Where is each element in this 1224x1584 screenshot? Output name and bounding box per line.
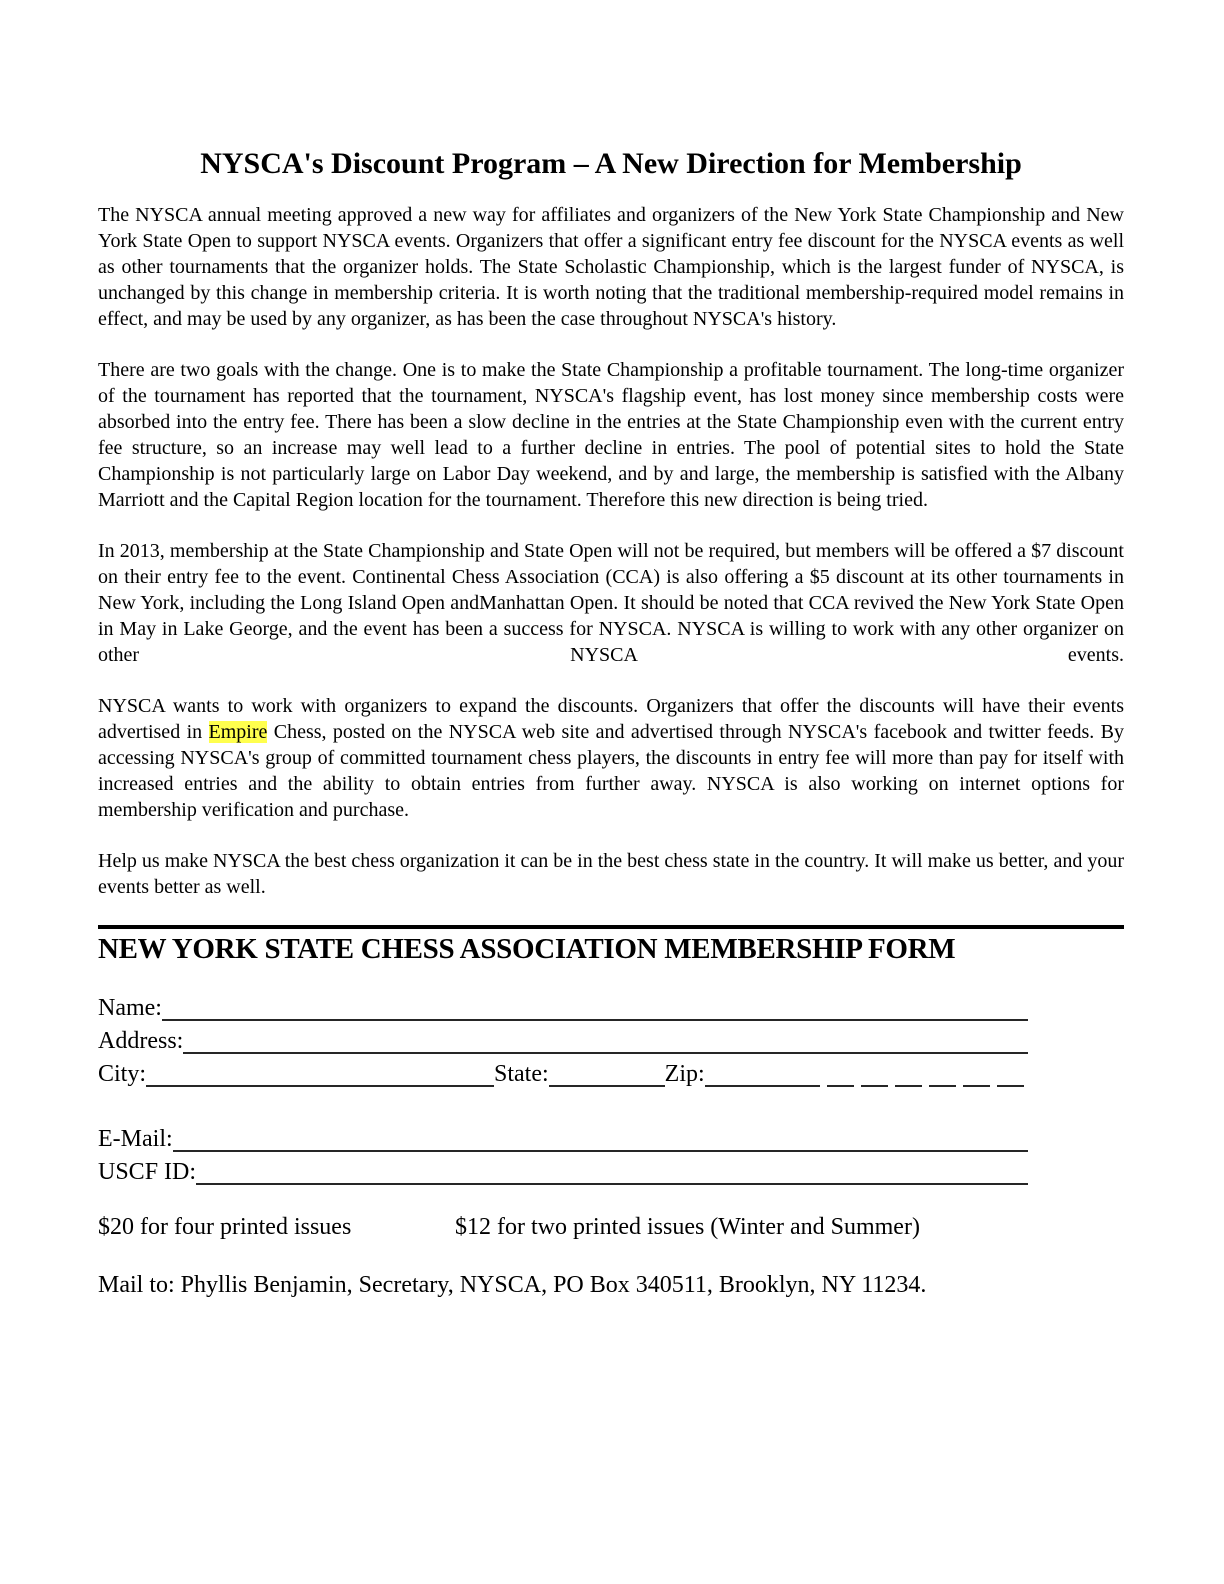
paragraph-2: There are two goals with the change. One is to make the State Championship a profitable tournament. The long-time organizer of the tournament has reported that the tournament, NYSCA's flagship event, has lost money since membership costs were absorbed into the entry fee. There has been a slow decline in the entries at the State Championship even with the current entry fee structure, so an increase may well lead to a further decline in entries. The pool of potential sites to hold the State Championship is not particularly large on Labor Day weekend, and by and large, the membership is satisfied with the Albany Marriott and the Capital Region location for the tournament. Therefore this new direction is being tried. <box>98 359 1124 511</box>
membership-form-heading: NEW YORK STATE CHESS ASSOCIATION MEMBERSHIP FORM <box>98 933 956 965</box>
zip-blank-line-dashed <box>793 1058 1028 1087</box>
city-state-zip-row <box>98 1058 1028 1091</box>
mail-to-instruction: Mail to: Phyllis Benjamin, Secretary, NYSCA, PO Box 340511, Brooklyn, NY 11234. <box>98 1272 927 1299</box>
email-blank-line <box>173 1123 1028 1152</box>
email-label: E-Mail: <box>98 1126 173 1153</box>
name-label: Name: <box>98 995 162 1022</box>
uscf-id-blank-line <box>196 1156 1028 1185</box>
paragraph-4-text-before: NYSCA wants to work with organizers to expand the discounts. Organizers that offer the discounts will have their events advertised in <box>98 695 1124 743</box>
zip-blank-line-solid <box>705 1058 793 1087</box>
form-spacer <box>98 1091 1028 1123</box>
email-field-row <box>98 1123 1028 1156</box>
paragraph-4 <box>98 693 1124 823</box>
city-label: City: <box>98 1061 147 1088</box>
paragraph-3: In 2013, membership at the State Championship and State Open will not be required, but members will be offered a $7 discount on their entry fee to the event. Continental Chess Association (CCA) is also offering a $5 discount at its other tournaments in New York, including the Long Island Open andManhattan Open. It should be noted that CCA revived the New York State Open in May in Lake George, and the event has been a success for NYSCA. NYSCA is willing to work with any other organizer on other NYSCA events. <box>98 540 1124 666</box>
state-blank-line <box>549 1058 665 1087</box>
zip-label: Zip: <box>664 1061 705 1088</box>
address-field-row <box>98 1025 1028 1058</box>
address-label: Address: <box>98 1028 184 1055</box>
paragraph-5: Help us make NYSCA the best chess organization it can be in the best chess state in the country. It will make us better, and your events better as well. <box>98 850 1124 898</box>
highlighted-text: Empire <box>208 721 268 743</box>
city-blank-line <box>146 1058 494 1087</box>
name-field-row <box>98 992 1028 1025</box>
name-blank-line <box>162 992 1028 1021</box>
state-label: State: <box>494 1061 549 1088</box>
address-blank-line <box>183 1025 1028 1054</box>
uscf-id-label: USCF ID: <box>98 1159 197 1186</box>
pricing-option-four-issues: $20 for four printed issues <box>98 1214 352 1241</box>
document-title: NYSCA's Discount Program – A New Direction for Membership <box>200 147 1022 180</box>
paragraph-1: The NYSCA annual meeting approved a new way for affiliates and organizers of the New York State Championship and New York State Open to support NYSCA events. Organizers that offer a significant entry fee discount for the NYSCA events as well as other tournaments that the organizer holds. The State Scholastic Championship, which is the largest funder of NYSCA, is unchanged by this change in membership criteria. It is worth noting that the traditional membership-required model remains in effect, and may be used by any organizer, as has been the case throughout NYSCA's history. <box>98 204 1124 330</box>
membership-form <box>98 992 1028 1189</box>
section-divider <box>98 925 1124 929</box>
paragraph-4-text-after: Chess, posted on the NYSCA web site and advertised through NYSCA's facebook and twitter feeds. By accessing NYSCA's group of committed tournament chess players, the discounts in entry fee will more than pay for itself with increased entries and the ability to obtain entries from further away. NYSCA is also working on internet options for membership verification and purchase. <box>98 721 1124 821</box>
pricing-options <box>98 1211 1124 1244</box>
pricing-option-two-issues: $12 for two printed issues (Winter and Summer) <box>455 1214 920 1241</box>
uscf-id-field-row <box>98 1156 1028 1189</box>
